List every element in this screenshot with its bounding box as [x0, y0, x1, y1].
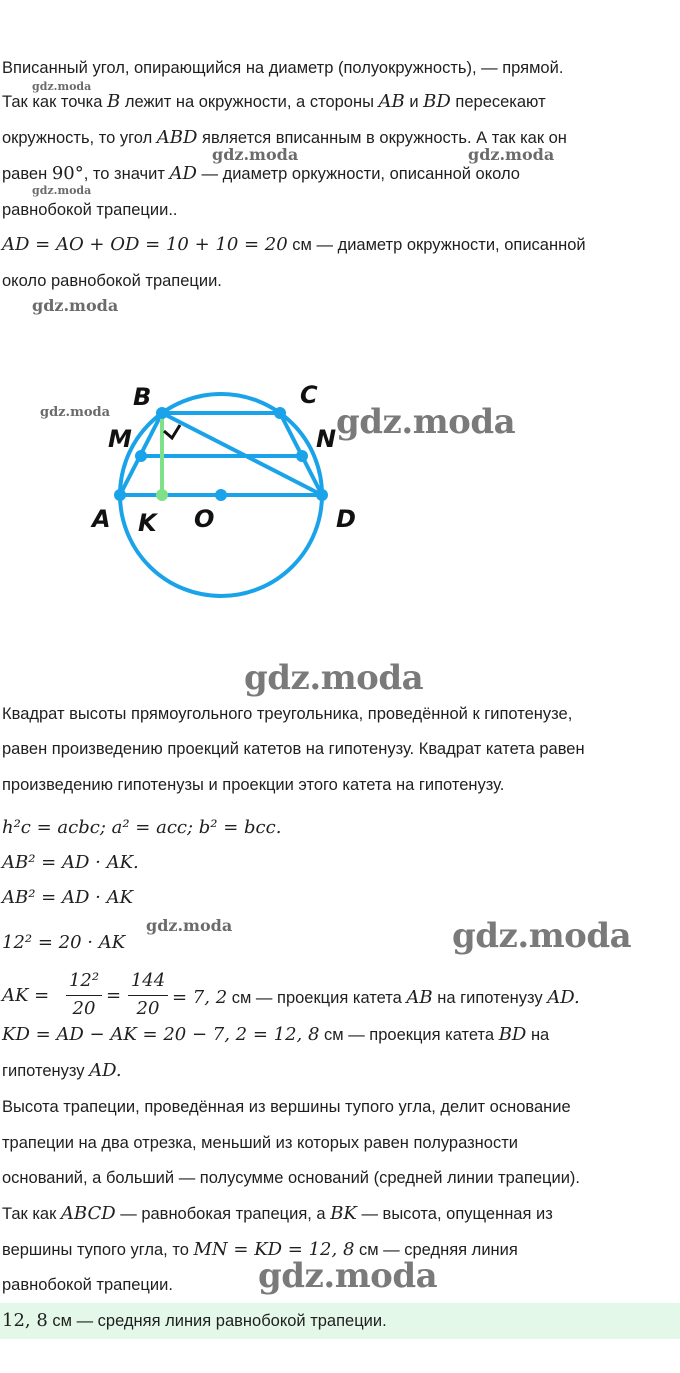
text-line: [2, 1203, 553, 1225]
math-formula: =: [106, 985, 122, 1006]
text-fragment: см — средняя линия: [354, 1241, 518, 1259]
text-fragment: Так как точка: [2, 93, 108, 111]
text-fragment: , то значит: [83, 165, 170, 183]
text-fragment: см — проекция катета: [227, 989, 407, 1007]
fraction-denominator: 20: [72, 998, 96, 1019]
label-M: M: [108, 425, 132, 453]
text-fragment: окружность, то угол: [2, 129, 157, 147]
math-symbol: BK: [330, 1203, 357, 1224]
answer-text: см — средняя линия равнобокой трапеции.: [47, 1312, 387, 1330]
math-symbol: ABCD: [60, 1203, 116, 1224]
point-N: [296, 450, 308, 462]
watermark: gdz.moda: [32, 296, 119, 315]
fraction-bar: [66, 995, 102, 996]
text-fragment: — диаметр оркужности, описанной около: [196, 165, 520, 183]
watermark: gdz.moda: [32, 184, 92, 197]
math-formula: AD = AO + OD = 10 + 10 = 20: [2, 234, 288, 255]
text-fragment: вершины тупого угла, то: [2, 1241, 194, 1259]
text-line: [2, 1060, 122, 1082]
text-fragment: является вписанным в окружность. А так как он: [197, 129, 567, 147]
text-line: равнобокой трапеции.: [2, 1276, 173, 1294]
text-line: Квадрат высоты прямоугольного треугольника, проведённой к гипотенузе,: [2, 705, 573, 723]
fraction-denominator: 20: [136, 998, 160, 1019]
text-fragment: гипотенузу: [2, 1062, 90, 1080]
geometry-figure: [80, 365, 380, 615]
text-line: оснований, а больший — полусумме оснований (средней линии трапеции).: [2, 1169, 580, 1187]
point-B: [156, 407, 168, 419]
text-fragment: — высота, опущенная из: [356, 1205, 553, 1223]
text-line: [172, 987, 580, 1009]
point-M: [135, 450, 147, 462]
text-fragment: пересекают: [450, 93, 546, 111]
watermark: gdz.moda: [336, 402, 516, 442]
math-symbol: BD: [498, 1024, 527, 1045]
math-formula: KD = AD − AK = 20 − 7, 2 = 12, 8: [2, 1024, 320, 1045]
text-fragment: — равнобокая трапеция, а: [115, 1205, 331, 1223]
answer-value: 12, 8: [2, 1310, 48, 1331]
text-line: [2, 163, 520, 185]
point-A: [114, 489, 126, 501]
math-formula: MN = KD = 12, 8: [193, 1239, 355, 1260]
math-symbol: AD.: [547, 987, 580, 1008]
text-fragment: Так как: [2, 1205, 61, 1223]
fraction-bar: [128, 995, 168, 996]
text-line: Вписанный угол, опирающийся на диаметр (полуокружность), — прямой.: [2, 59, 564, 77]
math-formula: AB² = AD · AK.: [2, 852, 139, 873]
label-A: A: [92, 505, 111, 533]
text-fragment: см — проекция катета: [319, 1026, 499, 1044]
math-formula: AK =: [2, 985, 50, 1006]
text-line: [2, 1024, 549, 1046]
label-K: K: [138, 509, 157, 537]
math-symbol: B: [107, 91, 121, 112]
watermark: gdz.moda: [452, 916, 632, 956]
text-line: равнобокой трапеции..: [2, 201, 178, 219]
answer-line: [2, 1310, 387, 1332]
text-fragment: см — диаметр окружности, описанной: [287, 236, 586, 254]
label-O: O: [194, 505, 215, 533]
watermark: gdz.moda: [468, 145, 555, 164]
point-O: [215, 489, 227, 501]
watermark: gdz.moda: [146, 916, 233, 935]
right-angle-mark: [164, 425, 180, 438]
math-symbol: BD: [423, 91, 451, 112]
text-line: равен произведению проекций катетов на гипотенузу. Квадрат катета равен: [2, 740, 585, 758]
math-symbol: AD.: [89, 1060, 122, 1081]
text-line: около равнобокой трапеции.: [2, 272, 222, 290]
math-formula: AB² = AD · AK: [2, 887, 134, 908]
text-line: трапеции на два отрезка, меньший из которых равен полуразности: [2, 1134, 518, 1152]
text-line: Высота трапеции, проведённая из вершины тупого угла, делит основание: [2, 1098, 571, 1116]
watermark: gdz.moda: [212, 145, 299, 164]
text-fragment: на: [526, 1026, 550, 1044]
math-formula: h²c = acbc; a² = acc; b² = bcc.: [2, 817, 282, 838]
watermark: gdz.moda: [40, 405, 111, 420]
math-formula: 12² = 20 · AK: [2, 932, 126, 953]
point-C: [274, 407, 286, 419]
label-N: N: [316, 425, 337, 453]
label-B: B: [133, 383, 152, 411]
point-K: [156, 489, 168, 501]
math-symbol: AD: [169, 163, 197, 184]
label-D: D: [336, 505, 356, 533]
text-line: [2, 91, 546, 113]
point-D: [316, 489, 328, 501]
text-line: произведению гипотенузы и проекции этого катета на гипотенузу.: [2, 776, 505, 794]
watermark: gdz.moda: [244, 658, 424, 698]
math-symbol: 90°: [51, 163, 84, 184]
watermark: gdz.moda: [32, 80, 92, 93]
text-fragment: и: [404, 93, 424, 111]
text-fragment: лежит на окружности, а стороны: [120, 93, 379, 111]
math-symbol: AB: [406, 987, 433, 1008]
text-fragment: на гипотенузу: [432, 989, 548, 1007]
math-symbol: ABD: [156, 127, 198, 148]
watermark: gdz.moda: [258, 1256, 438, 1296]
fraction-numerator: 12²: [68, 970, 100, 991]
math-symbol: AB: [378, 91, 405, 112]
label-C: C: [300, 381, 318, 409]
text-line: [2, 234, 586, 256]
fraction-numerator: 144: [130, 970, 166, 991]
text-fragment: равен: [2, 165, 52, 183]
math-formula: = 7, 2: [172, 987, 228, 1008]
